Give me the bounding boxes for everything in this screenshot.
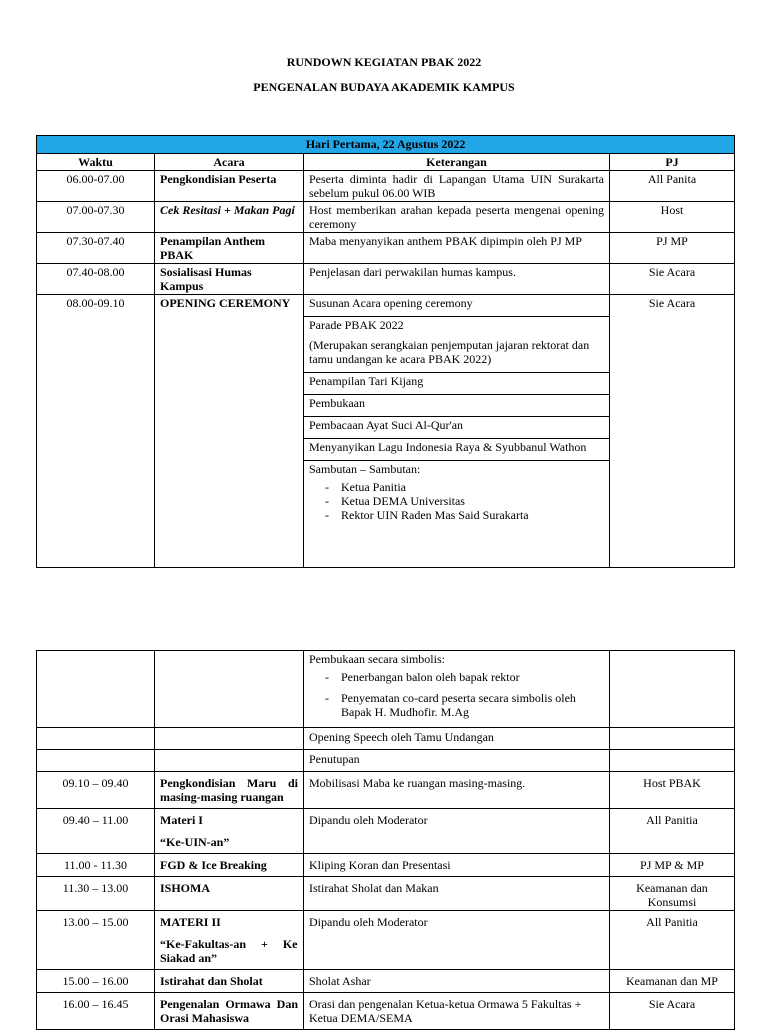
acara-line: MATERI II <box>160 915 221 929</box>
list-item: - Ketua DEMA Universitas <box>325 494 604 508</box>
acara-line: masing-masing ruangan <box>160 790 284 804</box>
cell-waktu: 08.00-09.10 <box>37 295 155 568</box>
acara-line: ISHOMA <box>160 881 211 895</box>
cell-acara <box>155 854 304 877</box>
table-row-continued <box>37 651 735 728</box>
list-item: - Penerbangan balon oleh bapak rektor <box>325 670 604 684</box>
sub-item-text: Penampilan Tari Kijang <box>309 374 424 388</box>
table-row-opening-ceremony <box>37 295 735 568</box>
cell-pj: All Panita <box>610 171 735 202</box>
table-row <box>37 854 735 877</box>
acara-line: Pengkondisian Maru di <box>160 776 298 790</box>
cell-waktu: 11.00 - 11.30 <box>37 854 155 877</box>
cell-pj <box>610 728 735 750</box>
cell-acara <box>155 651 304 728</box>
cell-pj: All Panitia <box>610 809 735 854</box>
cell-acara <box>155 750 304 772</box>
cell-waktu: 07.40-08.00 <box>37 264 155 295</box>
acara-line: Orasi Mahasiswa <box>160 1011 250 1025</box>
header-pj: PJ <box>610 154 735 171</box>
cell-pj: Host PBAK <box>610 772 735 809</box>
table-row <box>37 264 735 295</box>
list-item: - Penyematan co-card peserta secara simbolis oleh Bapak H. Mudhofir. M.Ag <box>325 691 604 719</box>
table-row <box>37 728 735 750</box>
cell-pj <box>610 651 735 728</box>
sub-item-text: Parade PBAK 2022 <box>309 318 404 332</box>
acara-line: Istirahat dan Sholat <box>160 974 263 988</box>
sub-item-sambutan <box>304 460 609 522</box>
cell-acara: Penampilan Anthem PBAK <box>155 233 304 264</box>
rundown-table-continued <box>36 650 735 1030</box>
cell-acara: Cek Resitasi + Makan Pagi <box>155 202 304 233</box>
cell-acara: Pengkondisian Peserta <box>155 171 304 202</box>
table-row <box>37 911 735 970</box>
cell-acara <box>155 911 304 970</box>
cell-waktu <box>37 651 155 728</box>
cell-keterangan <box>304 295 610 568</box>
cell-keterangan: Sholat Ashar <box>304 970 610 993</box>
sub-item-text: Pembacaan Ayat Suci Al-Qur'an <box>309 418 464 432</box>
cell-acara <box>155 809 304 854</box>
cell-waktu: 06.00-07.00 <box>37 171 155 202</box>
cell-pj: Sie Acara <box>610 264 735 295</box>
acara-line: Pengenalan Ormawa Dan <box>160 997 298 1011</box>
acara-line: “Ke-Fakultas-an + Ke <box>160 937 298 951</box>
acara-line: FGD & Ice Breaking <box>160 858 267 872</box>
acara-line: Siakad an” <box>160 951 218 965</box>
table-row <box>37 233 735 264</box>
cell-pj: All Panitia <box>610 911 735 970</box>
cell-waktu <box>37 728 155 750</box>
cell-keterangan: Penjelasan dari perwakilan humas kampus. <box>304 264 610 295</box>
sub-item-text: (Merupakan serangkaian penjemputan jajaran rektorat dan tamu undangan ke acara PBAK 2022) <box>309 338 590 366</box>
sub-item-text: Menyanyikan Lagu Indonesia Raya & Syubbanul Wathon <box>309 440 587 454</box>
cell-acara: Sosialisasi Humas Kampus <box>155 264 304 295</box>
cell-acara <box>155 877 304 911</box>
cell-acara <box>155 970 304 993</box>
cell-keterangan: Penutupan <box>304 750 610 772</box>
cell-keterangan: Host memberikan arahan kepada peserta mengenai opening ceremony <box>304 202 610 233</box>
cell-waktu: 15.00 – 16.00 <box>37 970 155 993</box>
cell-keterangan: Dipandu oleh Moderator <box>304 911 610 970</box>
cell-waktu: 07.00-07.30 <box>37 202 155 233</box>
table-row <box>37 202 735 233</box>
simbolis-list <box>325 670 604 719</box>
cell-keterangan: Istirahat Sholat dan Makan <box>304 877 610 911</box>
table-row <box>37 877 735 911</box>
cell-pj: Keamanan dan Konsumsi <box>610 877 735 911</box>
acara-line: Materi I <box>160 813 203 827</box>
header-acara: Acara <box>155 154 304 171</box>
cell-acara <box>155 728 304 750</box>
sub-item <box>304 372 609 394</box>
cell-pj <box>610 750 735 772</box>
sambutan-list <box>325 480 604 522</box>
cell-waktu: 11.30 – 13.00 <box>37 877 155 911</box>
cell-keterangan: Mobilisasi Maba ke ruangan masing-masing. <box>304 772 610 809</box>
table-row <box>37 171 735 202</box>
header-waktu: Waktu <box>37 154 155 171</box>
table-row <box>37 772 735 809</box>
cell-waktu: 09.40 – 11.00 <box>37 809 155 854</box>
cell-keterangan: Kliping Koran dan Presentasi <box>304 854 610 877</box>
sub-item <box>304 438 609 460</box>
cell-acara <box>155 772 304 809</box>
sambutan-label: Sambutan – Sambutan: <box>309 462 421 476</box>
cell-pj: Sie Acara <box>610 295 735 568</box>
cont-label: Pembukaan secara simbolis: <box>309 652 445 666</box>
cell-pj: Keamanan dan MP <box>610 970 735 993</box>
cell-pj: Sie Acara <box>610 993 735 1030</box>
acara-line: “Ke-UIN-an” <box>160 835 230 849</box>
cell-waktu: 09.10 – 09.40 <box>37 772 155 809</box>
sub-item <box>304 295 609 316</box>
cell-waktu: 07.30-07.40 <box>37 233 155 264</box>
table-row <box>37 970 735 993</box>
cell-keterangan: Opening Speech oleh Tamu Undangan <box>304 728 610 750</box>
document-title: RUNDOWN KEGIATAN PBAK 2022 <box>286 55 482 69</box>
list-item: - Rektor UIN Raden Mas Said Surakarta <box>325 508 604 522</box>
cell-keterangan: Dipandu oleh Moderator <box>304 809 610 854</box>
header-keterangan: Keterangan <box>304 154 610 171</box>
sub-item <box>304 416 609 438</box>
sub-item-text: Susunan Acara opening ceremony <box>309 296 473 310</box>
cell-keterangan: Maba menyanyikan anthem PBAK dipimpin oleh PJ MP <box>304 233 610 264</box>
sub-item <box>304 316 609 372</box>
cell-waktu <box>37 750 155 772</box>
cell-keterangan: Orasi dan pengenalan Ketua-ketua Ormawa 5 Fakultas + Ketua DEMA/SEMA <box>304 993 610 1030</box>
cell-keterangan: Peserta diminta hadir di Lapangan Utama UIN Surakarta sebelum pukul 06.00 WIB <box>304 171 610 202</box>
cell-pj: Host <box>610 202 735 233</box>
rundown-table-day1 <box>36 135 735 568</box>
sub-item-text: Pembukaan <box>309 396 365 410</box>
cell-pj: PJ MP <box>610 233 735 264</box>
cell-waktu: 13.00 – 15.00 <box>37 911 155 970</box>
table-row <box>37 750 735 772</box>
list-item: - Ketua Panitia <box>325 480 604 494</box>
cell-waktu: 16.00 – 16.45 <box>37 993 155 1030</box>
table-row <box>37 809 735 854</box>
cell-keterangan <box>304 651 610 728</box>
day-band: Hari Pertama, 22 Agustus 2022 <box>37 136 735 154</box>
sub-item <box>304 394 609 416</box>
cell-acara: OPENING CEREMONY <box>155 295 304 568</box>
cell-pj: PJ MP & MP <box>610 854 735 877</box>
document-subtitle: PENGENALAN BUDAYA AKADEMIK KAMPUS <box>253 80 515 94</box>
